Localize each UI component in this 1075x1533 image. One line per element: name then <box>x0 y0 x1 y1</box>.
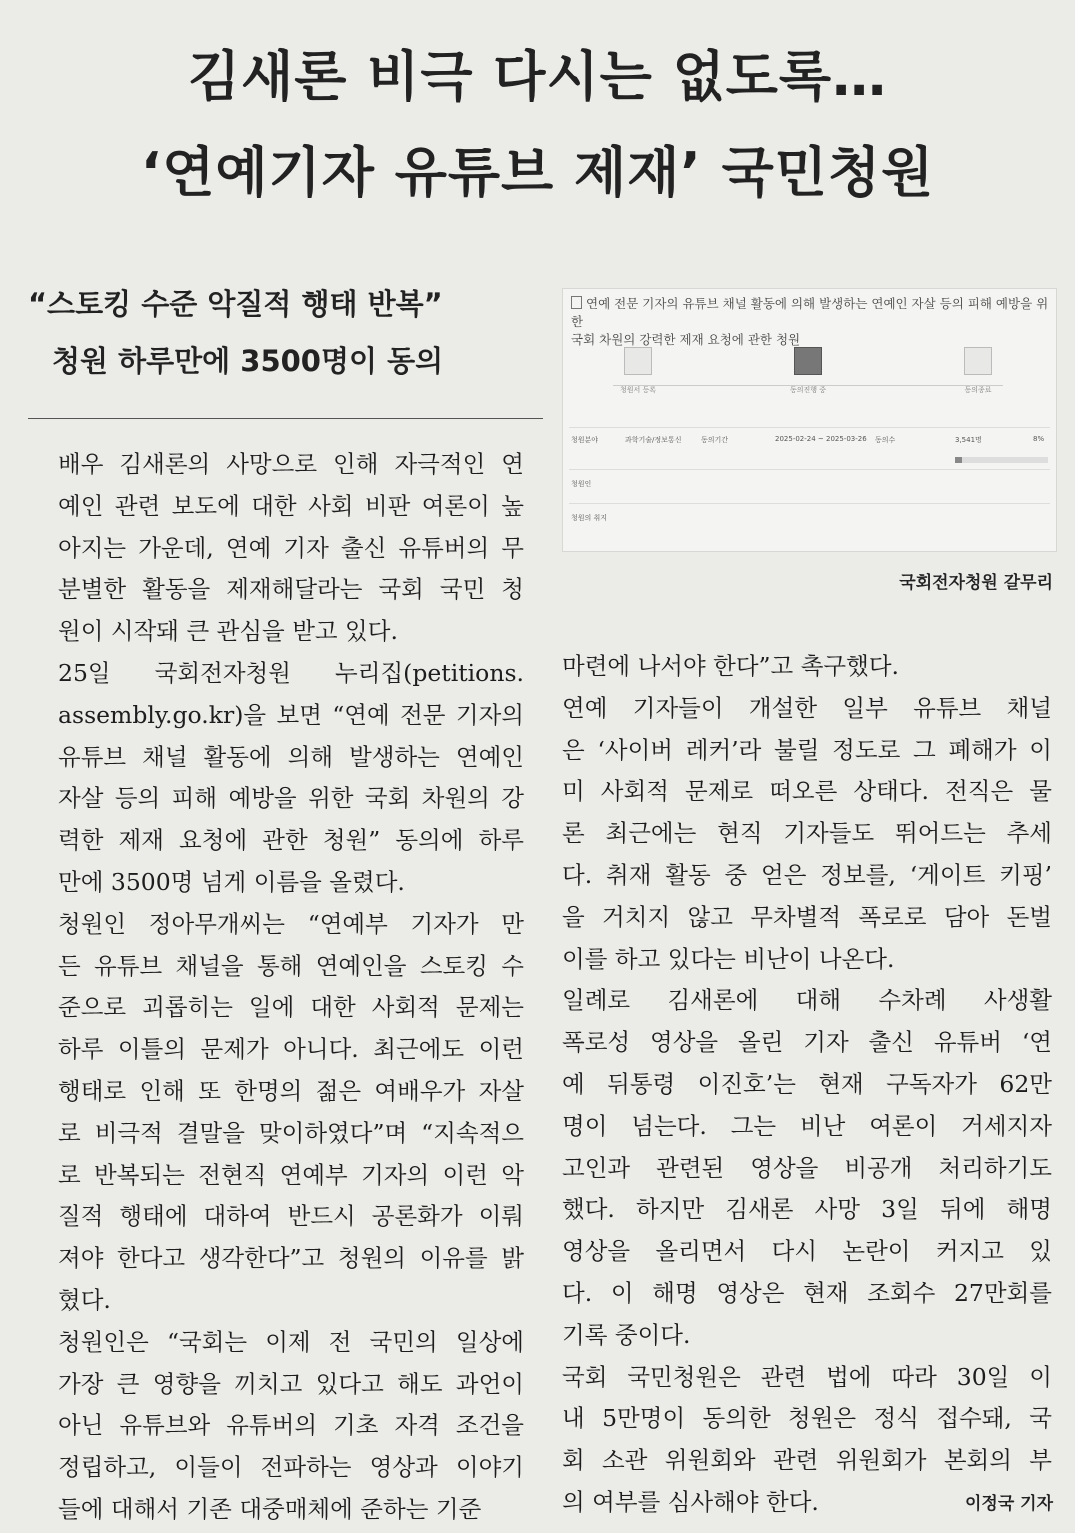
petition-title-line-1: 연예 전문 기자의 유튜브 채널 활동에 의해 발생하는 연예인 자살 등의 피해 예방을 위한 <box>571 296 1049 329</box>
progress-fill <box>955 457 962 463</box>
article-line: 이를 하고 있다는 비난이 나온다. <box>562 944 895 973</box>
byline: 이정국 기자 <box>964 1494 1053 1514</box>
step-registered <box>593 347 683 395</box>
article-line: 자살 등의 피해 예방을 위한 국회 차원의 강 <box>58 784 524 813</box>
article-line: 들에 대해서 기존 대중매체에 준하는 기준 <box>58 1494 482 1523</box>
article-column-1 <box>58 444 524 1531</box>
closed-icon <box>964 347 992 375</box>
article-line: 력한 제재 요청에 관한 청원” 동의에 하루 <box>58 826 524 855</box>
article-line: 로 비극적 결말을 맞이하였다”며 “지속적으 <box>58 1118 524 1147</box>
article-line: assembly.go.kr)을 보면 “연예 전문 기자의 <box>58 700 524 729</box>
petition-title-line-2: 국회 차원의 강력한 제재 요청에 관한 청원 <box>571 332 801 347</box>
article-line: 분별한 활동을 제재해달라는 국회 국민 청 <box>58 575 524 604</box>
article-line: 혔다. <box>58 1285 111 1314</box>
signing-icon <box>794 347 822 375</box>
document-icon <box>571 296 582 309</box>
headline-line-2: ‘연예기자 유튜브 제재’ 국민청원 <box>140 141 935 204</box>
article-line: 연예 기자들이 개설한 일부 유튜브 채널 <box>562 693 1052 722</box>
article-line: 미 사회적 문제로 떠오른 상태다. 전직은 물 <box>562 777 1052 806</box>
article-line: 일례로 김새론에 대해 수차례 사생활 <box>562 986 1052 1015</box>
field-petitioner-label: 청원인 <box>571 480 592 488</box>
article-line: 다. 취재 활동 중 얻은 정보를, ‘게이트 키핑’ <box>562 860 1052 889</box>
progress-bar <box>955 457 1048 463</box>
photo-caption: 국회전자청원 갈무리 <box>899 573 1053 593</box>
divider <box>569 427 1050 428</box>
article-line: 의 여부를 심사해야 한다. <box>562 1487 819 1516</box>
article-line: 론 최근에는 현직 기자들도 뛰어드는 추세 <box>562 819 1052 848</box>
petition-screenshot <box>562 288 1057 552</box>
article-line: 했다. 하지만 김새론 사망 3일 뒤에 해명 <box>562 1195 1052 1224</box>
article-line: 25일 국회전자청원 누리집(petitions. <box>58 658 524 687</box>
step-label: 동의종료 <box>964 386 992 394</box>
article-line: 내 5만명이 동의한 청원은 정식 접수돼, 국 <box>562 1404 1052 1433</box>
article-line: 만에 3500명 넘게 이름을 올렸다. <box>58 867 405 896</box>
divider <box>569 469 1050 470</box>
article-line: 아지는 가운데, 연예 기자 출신 유튜버의 무 <box>58 533 524 562</box>
divider <box>569 503 1050 504</box>
article-line: 질적 행태에 대하여 반드시 공론화가 이뤄 <box>58 1202 524 1231</box>
article-line: 정립하고, 이들이 전파하는 영상과 이야기 <box>58 1453 524 1482</box>
field-period-value: 2025-02-24 ~ 2025-03-26 <box>775 435 867 443</box>
article-line: 기록 중이다. <box>562 1320 691 1349</box>
step-in-progress <box>763 347 853 395</box>
subheadline-line-2: 청원 하루만에 3500명이 동의 <box>52 344 444 378</box>
step-closed <box>933 347 1023 395</box>
field-count-value: 3,541명 <box>955 436 982 444</box>
step-label: 동의진행 중 <box>789 386 827 394</box>
field-period-label: 동의기간 <box>701 436 729 444</box>
article-line: 로 반복되는 전현직 연예부 기자의 이런 악 <box>58 1160 524 1189</box>
article-line: 원이 시작돼 큰 관심을 받고 있다. <box>58 617 398 646</box>
field-category-label: 청원분야 <box>571 436 599 444</box>
article-line: 을 거치지 않고 무차별적 폭로로 담아 돈벌 <box>562 902 1052 931</box>
article-column-2 <box>562 646 1052 1524</box>
divider <box>28 418 543 419</box>
article-line: 행태로 인해 또 한명의 젊은 여배우가 자살 <box>58 1076 524 1105</box>
article-line: 준으로 괴롭히는 일에 대한 사회적 문제는 <box>58 993 524 1022</box>
article-line: 청원인 정아무개씨는 “연예부 기자가 만 <box>58 909 524 938</box>
step-label: 청원서 등록 <box>619 386 657 394</box>
article-line: 은 ‘사이버 레커’라 불릴 정도로 그 폐해가 이 <box>562 735 1052 764</box>
article-line: 유튜브 채널 활동에 의해 발생하는 연예인 <box>58 742 524 771</box>
field-percent: 8% <box>1033 435 1045 443</box>
field-category-value: 과학기술/정보통신 <box>625 436 682 444</box>
article-line: 든 유튜브 채널을 통해 연예인을 스토킹 수 <box>58 951 524 980</box>
article-line: 고인과 관련된 영상을 비공개 처리하기도 <box>562 1153 1052 1182</box>
register-icon <box>624 347 652 375</box>
article-line: 예 뒤통령 이진호’는 현재 구독자가 62만 <box>562 1069 1052 1098</box>
article-line: 다. 이 해명 영상은 현재 조회수 27만회를 <box>562 1278 1052 1307</box>
subheadline-line-1: “스토킹 수준 악질적 행태 반복” <box>28 287 443 321</box>
article-line: 청원인은 “국회는 이제 전 국민의 일상에 <box>58 1327 524 1356</box>
article-line: 폭로성 영상을 올린 기자 출신 유튜버 ‘연 <box>562 1028 1052 1057</box>
field-count-label: 동의수 <box>875 436 896 444</box>
article-line: 예인 관련 보도에 대한 사회 비판 여론이 높 <box>58 491 524 520</box>
petition-title <box>571 295 1051 349</box>
article-line: 하루 이틀의 문제가 아니다. 최근에도 이런 <box>58 1035 524 1064</box>
headline-line-1: 김새론 비극 다시는 없도록… <box>187 45 888 108</box>
article-line: 회 소관 위원회와 관련 위원회가 본회의 부 <box>562 1446 1052 1475</box>
article-line: 명이 넘는다. 그는 비난 여론이 거세지자 <box>562 1111 1052 1140</box>
article-line: 배우 김새론의 사망으로 인해 자극적인 연 <box>58 450 524 478</box>
article-line: 영상을 올리면서 다시 논란이 커지고 있 <box>562 1237 1052 1266</box>
article-line: 져야 한다고 생각한다”고 청원의 이유를 밝 <box>58 1244 524 1273</box>
article-line: 아닌 유튜브와 유튜버의 기초 자격 조건을 <box>58 1411 524 1440</box>
article-line: 국회 국민청원은 관련 법에 따라 30일 이 <box>562 1362 1052 1391</box>
article-line: 가장 큰 영향을 끼치고 있다고 해도 과언이 <box>58 1369 524 1398</box>
article-line: 마련에 나서야 한다”고 촉구했다. <box>562 652 900 680</box>
field-purpose-label: 청원의 취지 <box>571 514 608 522</box>
